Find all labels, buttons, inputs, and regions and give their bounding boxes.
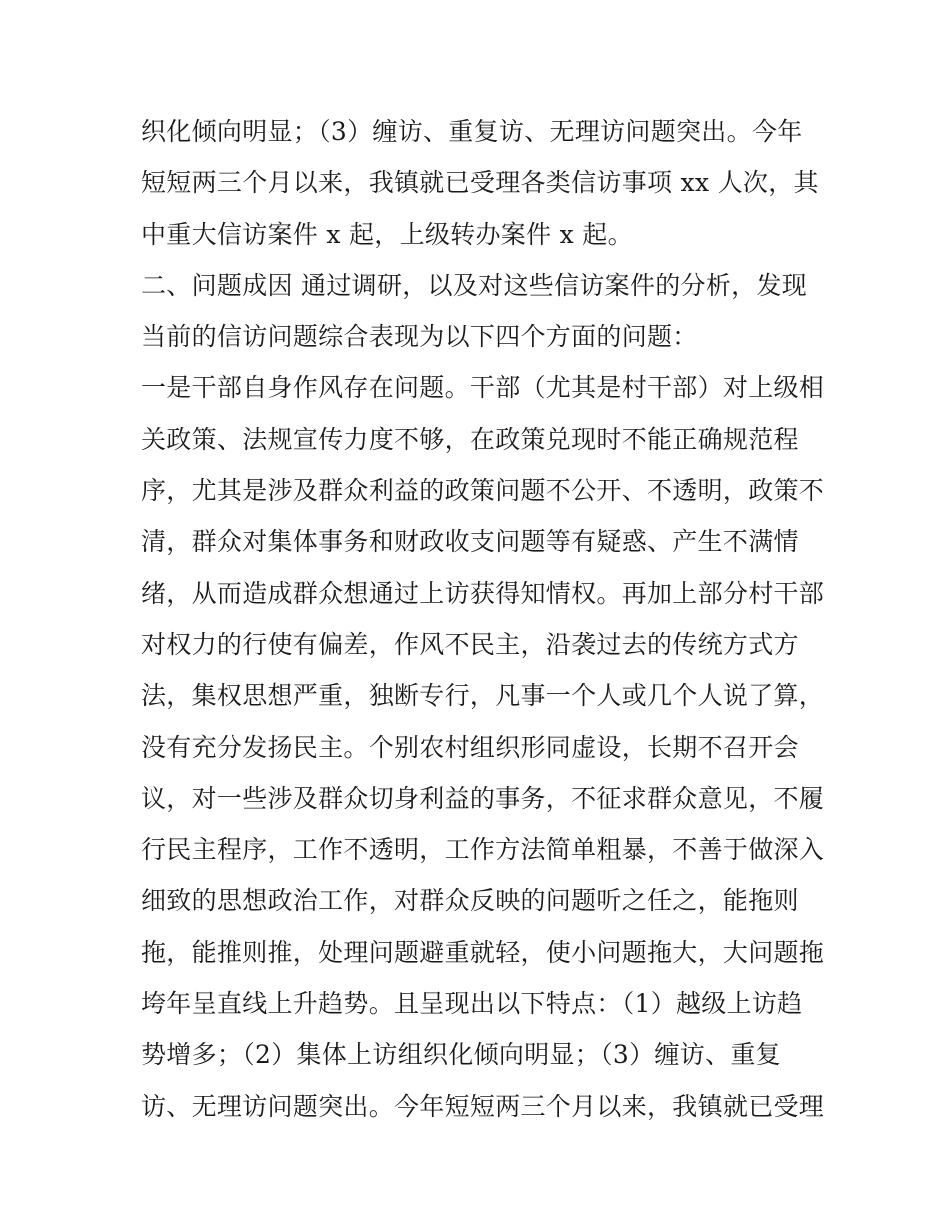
text-line: 织化倾向明显；（3）缠访、重复访、无理访问题突出。今年 xyxy=(141,117,803,146)
body-text xyxy=(141,106,825,1132)
text-line: 清，群众对集体事务和财政收支问题等有疑惑、产生不满情 xyxy=(141,527,799,557)
text-line: 细致的思想政治工作，对群众反映的问题听之任之，能拖则 xyxy=(141,886,799,916)
text-line: 当前的信访问题综合表现为以下四个方面的问题： xyxy=(141,322,698,352)
text-line: 垮年呈直线上升趋势。且呈现出以下特点：（1）越级上访趋 xyxy=(141,989,803,1019)
text-line: 法，集权思想严重，独断专行，凡事一个人或几个人说了算， xyxy=(141,681,825,711)
text-line: 中重大信访案件 x 起，上级转办案件 x 起。 xyxy=(141,219,633,249)
text-line: 势增多；（2）集体上访组织化倾向明显；（3）缠访、重复 xyxy=(141,1040,781,1070)
text-line: 访、无理访问题突出。今年短短两三个月以来，我镇就已受理 xyxy=(141,1091,825,1121)
text-line: 序，尤其是涉及群众利益的政策问题不公开、不透明，政策不 xyxy=(141,476,825,506)
text-line: 绪，从而造成群众想通过上访获得知情权。再加上部分村干部 xyxy=(141,578,825,608)
text-line: 一是干部自身作风存在问题。干部（尤其是村干部）对上级相 xyxy=(141,373,825,403)
text-line: 行民主程序，工作不透明，工作方法简单粗暴，不善于做深入 xyxy=(141,835,825,865)
text-line: 没有充分发扬民主。个别农村组织形同虚设，长期不召开会 xyxy=(141,732,799,762)
text-line: 议，对一些涉及群众切身利益的事务，不征求群众意见，不履 xyxy=(141,783,825,813)
text-line: 对权力的行使有偏差，作风不民主，沿袭过去的传统方式方 xyxy=(141,629,799,659)
text-line: 短短两三个月以来，我镇就已受理各类信访事项 xx 人次，其 xyxy=(141,168,819,198)
text-line: 关政策、法规宣传力度不够，在政策兑现时不能正确规范程 xyxy=(141,424,799,454)
section-heading-line: 二、问题成因 通过调研，以及对这些信访案件的分析，发现 xyxy=(141,270,808,300)
text-line: 拖，能推则推，处理问题避重就轻，使小问题拖大，大问题拖 xyxy=(141,937,825,967)
